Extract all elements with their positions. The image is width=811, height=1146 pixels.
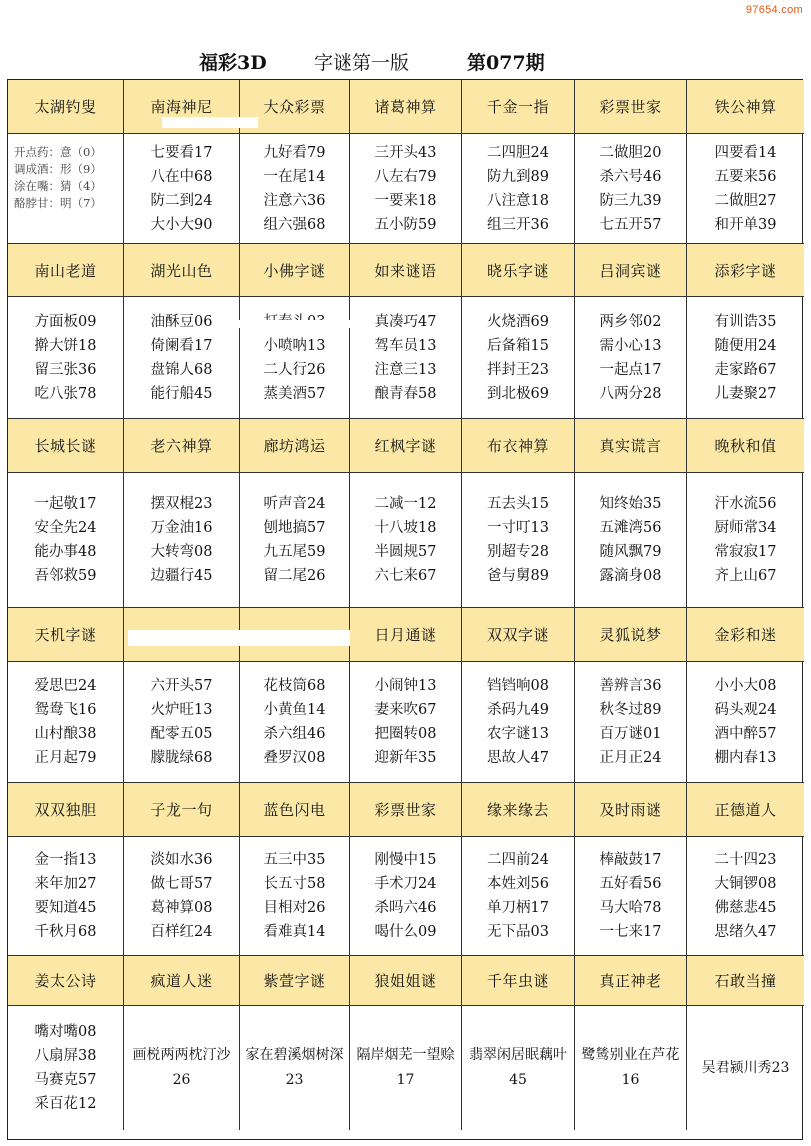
riddle-line: 百样红24 bbox=[150, 924, 213, 940]
riddle-line: 二减一12 bbox=[374, 496, 437, 512]
riddle-line: 需小心13 bbox=[599, 337, 662, 354]
riddle-line: 嘴对嘴08 bbox=[34, 1024, 97, 1040]
riddle-line: 隔岸烟芜一望赊17 bbox=[356, 1047, 455, 1088]
riddle-line: 两乡邻02 bbox=[599, 313, 662, 330]
column-header: 铁公神算 bbox=[687, 80, 804, 134]
column-header: 太湖钓叟 bbox=[8, 80, 124, 134]
column-header: 晚秋和值 bbox=[687, 419, 804, 473]
riddle-line: 能办事48 bbox=[34, 544, 97, 560]
riddle-line: 小闹钟13 bbox=[374, 678, 437, 694]
riddle-line: 迎新年35 bbox=[374, 750, 437, 766]
riddle-line: 佛慈悲45 bbox=[714, 900, 777, 916]
riddle-line: 和开单39 bbox=[714, 216, 777, 233]
riddle-line: 叠罗汉08 bbox=[263, 750, 326, 766]
riddle-line: 喝什么09 bbox=[374, 924, 437, 940]
riddle-line: 六七来67 bbox=[374, 568, 437, 584]
riddle-line: 四要看14 bbox=[714, 144, 777, 161]
column-header: 晓乐字谜 bbox=[462, 244, 575, 297]
riddle-line: 一在尾14 bbox=[263, 168, 326, 185]
riddle-line: 刚慢中15 bbox=[374, 852, 437, 868]
riddle-cell bbox=[8, 1006, 124, 1130]
riddle-line: 爱思巴24 bbox=[34, 678, 97, 694]
riddle-line: 真凑巧47 bbox=[374, 313, 437, 330]
riddle-line: 棚内春13 bbox=[714, 750, 777, 766]
riddle-cell bbox=[240, 473, 350, 608]
column-header: 子龙一句 bbox=[124, 783, 240, 837]
riddle-line: 大转弯08 bbox=[150, 544, 213, 560]
riddle-cell bbox=[687, 837, 804, 956]
riddle-line: 调成酒：形（9） bbox=[14, 162, 102, 176]
riddle-cell bbox=[462, 1006, 575, 1130]
riddle-line: 九五尾59 bbox=[263, 544, 326, 560]
riddle-line: 防九到89 bbox=[487, 168, 549, 185]
riddle-line: 到北极69 bbox=[487, 385, 549, 402]
riddle-line: 要知道45 bbox=[34, 900, 97, 916]
riddle-line: 一要来18 bbox=[374, 192, 437, 209]
riddle-line: 八扇屏38 bbox=[34, 1048, 97, 1064]
riddle-cell bbox=[687, 134, 804, 244]
riddle-line: 二做胆27 bbox=[714, 192, 777, 209]
riddle-cell bbox=[124, 1006, 240, 1130]
riddle-line: 画棁两两枕汀沙26 bbox=[132, 1047, 231, 1088]
riddle-line: 八左右79 bbox=[374, 168, 437, 185]
title-lottery: 福彩3D bbox=[199, 52, 267, 74]
column-header: 狼姐姐谜 bbox=[350, 956, 462, 1006]
riddle-line: 五滩湾56 bbox=[599, 520, 662, 536]
riddle-line: 组三开36 bbox=[487, 216, 549, 233]
riddle-cell bbox=[462, 134, 575, 244]
riddle-line: 杀吗六46 bbox=[374, 900, 437, 916]
riddle-line: 手术刀24 bbox=[374, 876, 437, 892]
riddle-cell bbox=[240, 297, 350, 419]
riddle-line: 安全先24 bbox=[34, 520, 97, 536]
column-header: 南山老道 bbox=[8, 244, 124, 297]
riddle-line: 淡如水36 bbox=[150, 852, 213, 868]
riddle-line: 正月正24 bbox=[599, 750, 662, 766]
column-header: 小佛字谜 bbox=[240, 244, 350, 297]
riddle-line: 组六强68 bbox=[263, 216, 326, 233]
column-header: 彩票世家 bbox=[350, 783, 462, 837]
column-header: 廊坊鸿运 bbox=[240, 419, 350, 473]
riddle-line: 酿青春58 bbox=[374, 385, 437, 402]
riddle-cell bbox=[575, 837, 687, 956]
riddle-line: 摆双棍23 bbox=[150, 496, 213, 512]
riddle-line: 大铜锣08 bbox=[714, 876, 777, 892]
riddle-line: 思绪久47 bbox=[714, 924, 777, 940]
riddle-line: 知终始35 bbox=[599, 496, 662, 512]
riddle-cell bbox=[240, 662, 350, 783]
riddle-line: 一起敬17 bbox=[34, 496, 97, 512]
riddle-line: 善辨言36 bbox=[599, 678, 662, 694]
riddle-line: 码头观24 bbox=[714, 702, 777, 718]
riddle-cell bbox=[462, 473, 575, 608]
riddle-cell bbox=[687, 297, 804, 419]
column-header: 天机字谜 bbox=[8, 608, 124, 662]
riddle-cell bbox=[124, 662, 240, 783]
riddle-line: 杀码九49 bbox=[487, 702, 549, 718]
riddle-line: 棒敲鼓17 bbox=[599, 852, 662, 868]
riddle-line: 二四前24 bbox=[487, 852, 549, 868]
riddle-line: 铛铛响08 bbox=[487, 678, 549, 694]
riddle-line: 别超专28 bbox=[487, 544, 549, 560]
riddle-line: 金一指13 bbox=[34, 852, 97, 868]
column-header: 长城长谜 bbox=[8, 419, 124, 473]
riddle-cell bbox=[124, 134, 240, 244]
riddle-cell bbox=[350, 1006, 462, 1130]
riddle-line: 爸与舅89 bbox=[487, 568, 549, 584]
riddle-cell bbox=[575, 662, 687, 783]
riddle-line: 翡翠闲居眠藕叶45 bbox=[469, 1047, 567, 1088]
riddle-line: 酒中醉57 bbox=[714, 726, 777, 742]
riddle-cell bbox=[575, 134, 687, 244]
riddle-cell bbox=[687, 473, 804, 608]
riddle-cell bbox=[462, 662, 575, 783]
riddle-line: 随便用24 bbox=[714, 337, 777, 354]
column-header: 正德道人 bbox=[687, 783, 804, 837]
column-header: 双双字谜 bbox=[462, 608, 575, 662]
riddle-line: 八在中68 bbox=[150, 168, 213, 185]
riddle-line: 朦胧绿68 bbox=[150, 750, 213, 766]
riddle-line: 小黄鱼14 bbox=[263, 702, 326, 718]
riddle-cell bbox=[575, 297, 687, 419]
riddle-line: 杀六组46 bbox=[263, 726, 326, 742]
column-header: 诸葛神算 bbox=[350, 80, 462, 134]
riddle-line: 单刀柄17 bbox=[487, 900, 549, 916]
riddle-line: 露滴身08 bbox=[599, 568, 662, 584]
scan-mask bbox=[228, 320, 356, 328]
riddle-line: 半圆规57 bbox=[374, 544, 437, 560]
column-header: 添彩字谜 bbox=[687, 244, 804, 297]
column-header: 姜太公诗 bbox=[8, 956, 124, 1006]
column-header: 红枫字谜 bbox=[350, 419, 462, 473]
riddle-line: 大小大90 bbox=[150, 216, 213, 233]
column-header: 双双独胆 bbox=[8, 783, 124, 837]
riddle-line: 儿妻聚27 bbox=[714, 385, 777, 402]
scan-mask bbox=[162, 117, 258, 128]
column-header: 千年虫谜 bbox=[462, 956, 575, 1006]
riddle-cell bbox=[124, 297, 240, 419]
riddle-line: 防三九39 bbox=[599, 192, 662, 209]
column-header: 缘来缘去 bbox=[462, 783, 575, 837]
riddle-line: 八注意18 bbox=[487, 192, 549, 209]
riddle-line: 山村酿38 bbox=[34, 726, 97, 742]
riddle-line: 听声音24 bbox=[263, 496, 326, 512]
riddle-line: 五小防59 bbox=[374, 216, 437, 233]
riddle-line: 三开头43 bbox=[374, 144, 437, 161]
riddle-line: 能行船45 bbox=[150, 385, 213, 402]
riddle-line: 拌封王23 bbox=[487, 361, 549, 378]
column-header: 及时雨谜 bbox=[575, 783, 687, 837]
riddle-line: 吴君颍川秀23 bbox=[701, 1059, 790, 1076]
riddle-line: 做七哥57 bbox=[150, 876, 213, 892]
riddle-line: 酪脖甘：明（7） bbox=[14, 196, 102, 210]
riddle-line: 七要看17 bbox=[150, 144, 213, 161]
riddle-line: 五去头15 bbox=[487, 496, 549, 512]
riddle-line: 留二尾26 bbox=[263, 568, 326, 584]
riddle-cell bbox=[462, 837, 575, 956]
column-header: 灵狐说梦 bbox=[575, 608, 687, 662]
riddle-line: 随风飘79 bbox=[599, 544, 662, 560]
riddle-cell bbox=[8, 662, 124, 783]
riddle-line: 防二到24 bbox=[150, 192, 213, 209]
riddle-line: 配零五05 bbox=[150, 726, 213, 742]
riddle-line: 走家路67 bbox=[714, 361, 777, 378]
riddle-line: 火炉旺13 bbox=[150, 702, 213, 718]
riddle-cell bbox=[8, 837, 124, 956]
site-watermark: 97654.com bbox=[745, 4, 803, 16]
riddle-line: 六开头57 bbox=[150, 678, 213, 694]
riddle-cell bbox=[575, 473, 687, 608]
riddle-cell bbox=[124, 837, 240, 956]
riddle-line: 擀大饼18 bbox=[34, 337, 97, 354]
riddle-line: 采百花12 bbox=[34, 1096, 97, 1112]
riddle-line: 无下品03 bbox=[487, 924, 549, 940]
riddle-cell bbox=[240, 134, 350, 244]
riddle-line: 思故人47 bbox=[487, 750, 549, 766]
riddle-line: 二四胆24 bbox=[487, 144, 549, 161]
riddle-table bbox=[7, 79, 803, 1140]
riddle-cell bbox=[8, 297, 124, 419]
page-title bbox=[0, 48, 811, 72]
riddle-line: 来年加27 bbox=[34, 876, 97, 892]
title-issue: 第077期 bbox=[467, 52, 545, 74]
riddle-line: 二做胆20 bbox=[599, 144, 662, 161]
riddle-line: 八两分28 bbox=[599, 385, 662, 402]
riddle-cell bbox=[462, 297, 575, 419]
column-header: 紫萱字谜 bbox=[240, 956, 350, 1006]
riddle-line: 本姓刘56 bbox=[487, 876, 549, 892]
riddle-line: 百万谜01 bbox=[599, 726, 662, 742]
riddle-line: 方面板09 bbox=[34, 313, 97, 330]
riddle-cell bbox=[240, 837, 350, 956]
title-edition: 字谜第一版 bbox=[314, 52, 410, 74]
column-header: 老六神算 bbox=[124, 419, 240, 473]
riddle-line: 十八坡18 bbox=[374, 520, 437, 536]
riddle-line: 马赛克57 bbox=[34, 1072, 97, 1088]
riddle-line: 涂在嘴：猜（4） bbox=[14, 179, 102, 193]
riddle-line: 注意六36 bbox=[263, 192, 326, 209]
riddle-line: 小喷呐13 bbox=[263, 337, 326, 354]
riddle-line: 二人行26 bbox=[263, 361, 326, 378]
riddle-cell bbox=[350, 473, 462, 608]
column-header: 日月通谜 bbox=[350, 608, 462, 662]
riddle-line: 二十四23 bbox=[714, 852, 777, 868]
column-header: 疯道人迷 bbox=[124, 956, 240, 1006]
riddle-line: 厨师常34 bbox=[714, 520, 777, 536]
riddle-line: 秋冬过89 bbox=[599, 702, 662, 718]
column-header: 大众彩票 bbox=[240, 80, 350, 134]
scan-mask bbox=[128, 630, 350, 646]
riddle-line: 盘锦人68 bbox=[150, 361, 213, 378]
riddle-line: 小小大08 bbox=[714, 678, 777, 694]
riddle-cell bbox=[350, 837, 462, 956]
riddle-line: 正月起79 bbox=[34, 750, 97, 766]
riddle-cell bbox=[8, 473, 124, 608]
riddle-line: 妻来吹67 bbox=[374, 702, 437, 718]
riddle-cell bbox=[350, 662, 462, 783]
riddle-line: 鹭鸶别业在芦花16 bbox=[581, 1047, 680, 1088]
riddle-line: 五好看56 bbox=[599, 876, 662, 892]
riddle-line: 后备箱15 bbox=[487, 337, 549, 354]
riddle-line: 注意三13 bbox=[374, 361, 437, 378]
riddle-line: 一寸叮13 bbox=[487, 520, 549, 536]
column-header: 千金一指 bbox=[462, 80, 575, 134]
riddle-line: 留三张36 bbox=[34, 361, 97, 378]
riddle-line: 马大哈78 bbox=[599, 900, 662, 916]
riddle-line: 长五寸58 bbox=[263, 876, 326, 892]
riddle-line: 花枝筒68 bbox=[263, 678, 326, 694]
column-header: 真正神老 bbox=[575, 956, 687, 1006]
riddle-cell bbox=[124, 473, 240, 608]
riddle-line: 边疆行45 bbox=[150, 568, 213, 584]
riddle-line: 万金油16 bbox=[150, 520, 213, 536]
riddle-line: 家在碧溪烟树深23 bbox=[245, 1047, 344, 1088]
riddle-line: 杀六号46 bbox=[599, 168, 662, 185]
riddle-cell bbox=[350, 134, 462, 244]
riddle-line: 刨地搞57 bbox=[263, 520, 326, 536]
riddle-cell bbox=[575, 1006, 687, 1130]
column-header: 南海神尼 bbox=[124, 80, 240, 134]
riddle-line: 五三中35 bbox=[263, 852, 326, 868]
riddle-line: 蒸美酒57 bbox=[263, 385, 326, 402]
riddle-line: 九好看79 bbox=[263, 144, 326, 161]
riddle-cell bbox=[350, 297, 462, 419]
riddle-line: 齐上山67 bbox=[714, 568, 777, 584]
riddle-line: 火烧酒69 bbox=[487, 313, 549, 330]
riddle-line: 一起点17 bbox=[599, 361, 662, 378]
riddle-line: 常寂寂17 bbox=[714, 544, 777, 560]
riddle-line: 看难真14 bbox=[263, 924, 326, 940]
riddle-line: 七五开57 bbox=[599, 216, 662, 233]
riddle-line: 吃八张78 bbox=[34, 385, 97, 402]
column-header: 石敢当撞 bbox=[687, 956, 804, 1006]
riddle-line: 吾邻救59 bbox=[34, 568, 97, 584]
riddle-line: 鸳鸯飞16 bbox=[34, 702, 97, 718]
riddle-line: 农字谜13 bbox=[487, 726, 549, 742]
riddle-line: 目相对26 bbox=[263, 900, 326, 916]
riddle-cell bbox=[8, 134, 124, 244]
riddle-cell bbox=[687, 662, 804, 783]
riddle-line: 倚阑看17 bbox=[150, 337, 213, 354]
riddle-line: 汗水流56 bbox=[714, 496, 777, 512]
riddle-line: 五要来56 bbox=[714, 168, 777, 185]
column-header: 湖光山色 bbox=[124, 244, 240, 297]
riddle-line: 一七来17 bbox=[599, 924, 662, 940]
column-header: 真实谎言 bbox=[575, 419, 687, 473]
riddle-line: 千秋月68 bbox=[34, 924, 97, 940]
riddle-line: 油酥豆06 bbox=[150, 313, 213, 330]
column-header: 如来谜语 bbox=[350, 244, 462, 297]
column-header: 布衣神算 bbox=[462, 419, 575, 473]
column-header: 彩票世家 bbox=[575, 80, 687, 134]
riddle-line: 把圈转08 bbox=[374, 726, 437, 742]
riddle-line: 开点药：意（0） bbox=[14, 145, 102, 159]
riddle-line: 有训诰35 bbox=[714, 313, 777, 330]
riddle-cell bbox=[240, 1006, 350, 1130]
column-header: 吕洞宾谜 bbox=[575, 244, 687, 297]
column-header: 金彩和迷 bbox=[687, 608, 804, 662]
riddle-cell bbox=[687, 1006, 804, 1130]
riddle-line: 驾车员13 bbox=[374, 337, 437, 354]
column-header: 蓝色闪电 bbox=[240, 783, 350, 837]
riddle-line: 葛神算08 bbox=[150, 900, 213, 916]
